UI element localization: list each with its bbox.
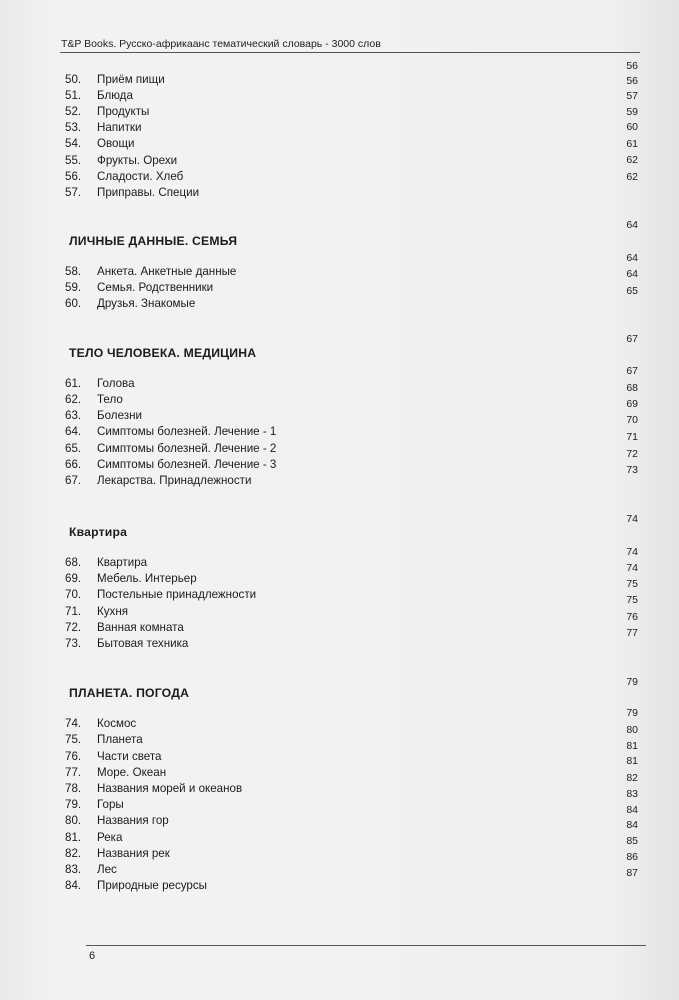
section-heading: Квартира	[69, 525, 128, 539]
toc-page-number: 72	[626, 448, 638, 460]
toc-page-number: 64	[626, 268, 638, 280]
toc-entry-title: Друзья. Знакомые	[97, 297, 196, 310]
toc-page-number: 57	[626, 90, 638, 102]
toc-entry[interactable]	[65, 186, 199, 199]
toc-entry-title: Симптомы болезней. Лечение - 3	[97, 458, 277, 471]
header-rule	[60, 52, 640, 53]
toc-entry-number: 60.	[65, 297, 82, 310]
toc-page-number: 74	[626, 546, 638, 558]
toc-page-number: 84	[626, 804, 638, 816]
toc-page-number: 56	[626, 60, 638, 72]
toc-page-number: 86	[626, 851, 638, 863]
toc-entry-number: 73.	[65, 637, 82, 650]
toc-entry-title: Лес	[97, 863, 117, 876]
toc-entry-number: 82.	[65, 847, 82, 860]
toc-entry-number: 65.	[65, 442, 82, 455]
toc-page-number: 64	[626, 219, 638, 231]
toc-entry[interactable]	[65, 409, 142, 422]
toc-page-number: 75	[626, 578, 638, 590]
toc-entry-title: Названия рек	[97, 847, 170, 860]
toc-entry-number: 76.	[65, 750, 82, 763]
toc-entry-number: 52.	[65, 105, 82, 118]
toc-entry[interactable]	[65, 605, 128, 618]
toc-entry[interactable]	[65, 474, 251, 487]
toc-page-number: 68	[626, 382, 638, 394]
toc-page-number: 85	[626, 835, 638, 847]
toc-entry-title: Кухня	[97, 605, 129, 618]
toc-page-number: 82	[626, 772, 638, 784]
toc-page-number: 84	[626, 819, 638, 831]
toc-page-number: 69	[626, 398, 638, 410]
toc-entry-number: 67.	[65, 474, 82, 487]
toc-page-number: 79	[626, 707, 638, 719]
toc-entry[interactable]	[65, 425, 276, 438]
toc-entry-number: 80.	[65, 814, 82, 827]
toc-entry-title: Тело	[97, 393, 123, 406]
toc-entry[interactable]	[65, 556, 147, 569]
toc-entry-number: 71.	[65, 605, 82, 618]
toc-entry[interactable]	[65, 297, 195, 310]
toc-entry-title: Квартира	[97, 556, 148, 569]
toc-page-number: 81	[626, 755, 638, 767]
toc-entry-title: Приём пищи	[97, 73, 165, 86]
toc-entry-title: Симптомы болезней. Лечение - 1	[97, 425, 277, 438]
toc-entry[interactable]	[65, 621, 184, 634]
toc-page-number: 74	[626, 562, 638, 574]
toc-page-number: 62	[626, 154, 638, 166]
toc-entry-title: Овощи	[97, 137, 135, 150]
toc-entry-title: Блюда	[97, 89, 133, 102]
section-heading: ПЛАНЕТА. ПОГОДА	[69, 686, 190, 700]
toc-entry-title: Ванная комната	[97, 621, 184, 634]
toc-entry-number: 69.	[65, 572, 82, 585]
toc-entry-number: 55.	[65, 154, 82, 167]
toc-entry[interactable]	[65, 121, 141, 134]
toc-entry[interactable]	[65, 637, 188, 650]
toc-entry-title: Приправы. Специи	[97, 186, 200, 199]
toc-entry[interactable]	[65, 847, 170, 860]
toc-entry[interactable]	[65, 717, 136, 730]
toc-page-number: 75	[626, 594, 638, 606]
toc-entry-title: Части света	[97, 750, 162, 763]
toc-entry[interactable]	[65, 89, 133, 102]
toc-page-number: 67	[626, 365, 638, 377]
toc-page-number: 77	[626, 627, 638, 639]
toc-entry-number: 83.	[65, 863, 82, 876]
toc-entry-number: 81.	[65, 831, 82, 844]
toc-entry-number: 58.	[65, 265, 82, 278]
toc-entry-title: Горы	[97, 798, 124, 811]
toc-entry-title: Река	[97, 831, 123, 844]
toc-entry-number: 51.	[65, 89, 82, 102]
toc-entry[interactable]	[65, 442, 276, 455]
toc-entry-title: Продукты	[97, 105, 150, 118]
toc-entry-number: 79.	[65, 798, 82, 811]
toc-entry[interactable]	[65, 766, 166, 779]
toc-page-number: 79	[626, 676, 638, 688]
toc-page-number: 87	[626, 867, 638, 879]
toc-entry-title: Мебель. Интерьер	[97, 572, 197, 585]
toc-entry[interactable]	[65, 458, 276, 471]
toc-page-number: 64	[626, 252, 638, 264]
toc-page-number: 60	[626, 121, 638, 133]
toc-entry-number: 78.	[65, 782, 82, 795]
toc-page-number: 80	[626, 724, 638, 736]
section-heading: ЛИЧНЫЕ ДАННЫЕ. СЕМЬЯ	[69, 234, 238, 248]
toc-page-number: 81	[626, 740, 638, 752]
toc-entry-title: Названия гор	[97, 814, 169, 827]
toc-page-number: 73	[626, 464, 638, 476]
toc-entry-title: Сладости. Хлеб	[97, 170, 184, 183]
toc-entry[interactable]	[65, 831, 122, 844]
toc-entry-number: 63.	[65, 409, 82, 422]
toc-entry[interactable]	[65, 879, 207, 892]
toc-page-number: 59	[626, 106, 638, 118]
toc-entry-number: 68.	[65, 556, 82, 569]
toc-entry[interactable]	[65, 170, 183, 183]
toc-entry-number: 64.	[65, 425, 82, 438]
toc-entry-number: 56.	[65, 170, 82, 183]
toc-page-number: 76	[626, 611, 638, 623]
toc-page-number: 70	[626, 414, 638, 426]
toc-page-number: 74	[626, 513, 638, 525]
toc-page-number: 71	[626, 431, 638, 443]
toc-page-number: 65	[626, 285, 638, 297]
toc-entry-title: Природные ресурсы	[97, 879, 208, 892]
toc-entry-title: Планета	[97, 733, 143, 746]
toc-entry-number: 54.	[65, 137, 82, 150]
toc-page-number: 67	[626, 333, 638, 345]
toc-entry-title: Море. Океан	[97, 766, 167, 779]
toc-entry-title: Космос	[97, 717, 137, 730]
toc-entry[interactable]	[65, 572, 197, 585]
toc-entry-number: 66.	[65, 458, 82, 471]
toc-entry-title: Болезни	[97, 409, 142, 422]
section-heading: ТЕЛО ЧЕЛОВЕКА. МЕДИЦИНА	[69, 346, 257, 360]
toc-entry-number: 77.	[65, 766, 82, 779]
toc-entry[interactable]	[65, 798, 124, 811]
toc-entry-number: 84.	[65, 879, 82, 892]
toc-entry-title: Голова	[97, 377, 135, 390]
toc-page-number: 56	[626, 75, 638, 87]
toc-entry[interactable]	[65, 750, 162, 763]
running-head: T&P Books. Русско-африкаанс тематический словарь - 3000 слов	[61, 38, 381, 50]
toc-entry[interactable]	[65, 281, 213, 294]
toc-entry[interactable]	[65, 588, 256, 601]
toc-entry-title: Семья. Родственники	[97, 281, 214, 294]
toc-entry-title: Названия морей и океанов	[97, 782, 243, 795]
toc-entry-title: Лекарства. Принадлежности	[97, 474, 252, 487]
toc-entry[interactable]	[65, 393, 123, 406]
toc-entry-title: Постельные принадлежности	[97, 588, 257, 601]
toc-entry[interactable]	[65, 105, 149, 118]
toc-entry-title: Симптомы болезней. Лечение - 2	[97, 442, 277, 455]
toc-entry[interactable]	[65, 733, 143, 746]
toc-entry[interactable]	[65, 154, 177, 167]
toc-entry[interactable]	[65, 137, 135, 150]
toc-entry[interactable]	[65, 377, 135, 390]
toc-entry-number: 75.	[65, 733, 82, 746]
toc-entry-number: 70.	[65, 588, 82, 601]
toc-entry[interactable]	[65, 782, 242, 795]
toc-entry-number: 59.	[65, 281, 82, 294]
toc-entry-title: Напитки	[97, 121, 142, 134]
toc-entry-number: 50.	[65, 73, 82, 86]
toc-entry-number: 62.	[65, 393, 82, 406]
toc-page-number: 83	[626, 788, 638, 800]
toc-page-number: 62	[626, 171, 638, 183]
toc-entry-number: 72.	[65, 621, 82, 634]
toc-entry-title: Фрукты. Орехи	[97, 154, 178, 167]
toc-entry-title: Бытовая техника	[97, 637, 189, 650]
toc-entry[interactable]	[65, 265, 236, 278]
toc-entry-number: 61.	[65, 377, 82, 390]
toc-entry[interactable]	[65, 863, 117, 876]
toc-page-number: 61	[626, 138, 638, 150]
toc-entry[interactable]	[65, 73, 165, 86]
toc-entry[interactable]	[65, 814, 169, 827]
toc-entry-number: 74.	[65, 717, 82, 730]
toc-entry-number: 53.	[65, 121, 82, 134]
toc-entry-number: 57.	[65, 186, 82, 199]
page-number: 6	[89, 950, 96, 962]
footer-rule	[86, 945, 646, 946]
toc-entry-title: Анкета. Анкетные данные	[97, 265, 237, 278]
